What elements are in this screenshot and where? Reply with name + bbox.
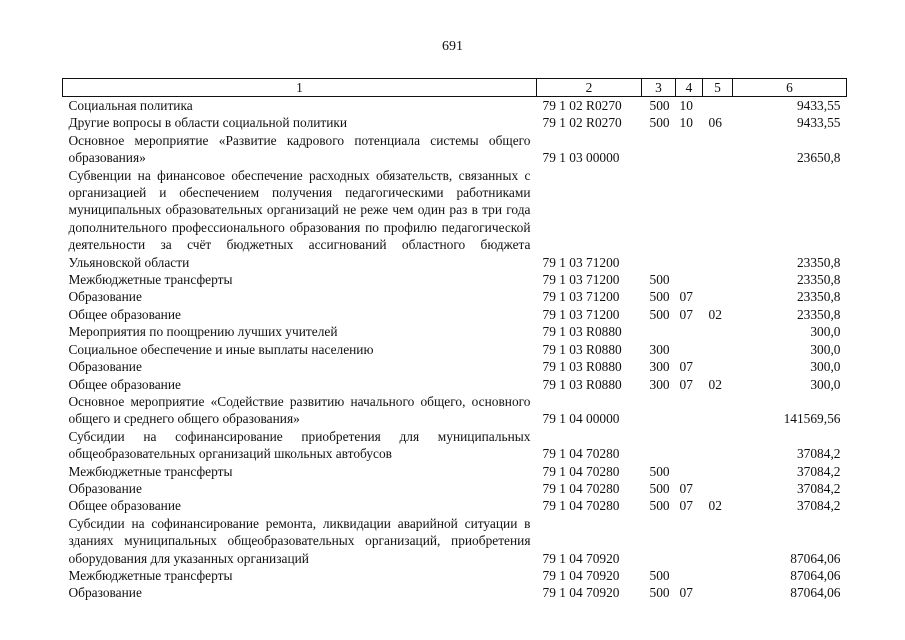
column-header-subsection: 5 — [703, 79, 733, 97]
row-section — [676, 515, 703, 567]
row-subsection: 02 — [708, 376, 722, 392]
table-row — [63, 376, 847, 393]
row-amount: 23350,8 — [796, 254, 841, 270]
row-amount: 87064,06 — [790, 550, 841, 566]
table-row — [63, 271, 847, 288]
table-row — [63, 497, 847, 514]
row-expense-type — [642, 167, 676, 271]
column-header-name: 1 — [63, 79, 537, 97]
row-subsection — [703, 288, 733, 305]
row-name: Межбюджетные трансферты — [68, 463, 233, 479]
row-subsection — [703, 271, 733, 288]
row-expense-type: 500 — [649, 585, 670, 601]
row-expense-type: 500 — [649, 567, 670, 583]
row-name: Образование — [68, 289, 142, 305]
row-expense-type: 500 — [649, 115, 670, 131]
row-target-code: 79 1 02 R0270 — [542, 115, 622, 131]
budget-table — [62, 78, 847, 602]
row-amount: 300,0 — [810, 359, 841, 375]
row-target-code: 79 1 02 R0270 — [542, 98, 622, 113]
row-expense-type: 500 — [649, 98, 670, 113]
column-header-amount: 6 — [733, 79, 847, 97]
row-section: 07 — [679, 585, 693, 601]
row-section — [676, 341, 703, 358]
table-row — [63, 167, 847, 271]
row-section — [676, 323, 703, 340]
row-target-code: 79 1 04 70280 — [542, 463, 620, 479]
row-subsection — [703, 167, 733, 271]
row-name: Субсидии на софинансирование приобретения для муниципальных общеобразовательных организаций школьных автобусов — [68, 428, 531, 462]
row-expense-type: 500 — [649, 463, 670, 479]
row-amount: 23650,8 — [796, 150, 841, 166]
row-subsection: 06 — [708, 115, 722, 131]
row-amount: 300,0 — [810, 341, 841, 357]
row-target-code: 79 1 03 R0880 — [542, 376, 622, 392]
row-amount: 37084,2 — [796, 480, 841, 496]
row-name: Мероприятия по поощрению лучших учителей — [68, 324, 338, 340]
row-name: Образование — [68, 585, 142, 601]
row-subsection — [703, 393, 733, 428]
column-header-type: 3 — [642, 79, 676, 97]
row-expense-type — [642, 428, 676, 463]
row-target-code: 79 1 04 70280 — [542, 498, 620, 514]
row-name: Основное мероприятие «Содействие развитию начального общего, основного общего и среднего общего образования» — [68, 393, 531, 427]
table-row — [63, 393, 847, 428]
row-section — [676, 271, 703, 288]
row-amount: 300,0 — [810, 324, 841, 340]
row-target-code: 79 1 04 70920 — [542, 585, 620, 601]
row-amount: 37084,2 — [796, 498, 841, 514]
row-target-code: 79 1 03 R0880 — [542, 341, 622, 357]
row-subsection — [703, 323, 733, 340]
column-header-section: 4 — [676, 79, 703, 97]
row-section — [676, 167, 703, 271]
row-section: 07 — [679, 498, 693, 514]
row-target-code: 79 1 03 71200 — [542, 306, 620, 322]
row-target-code: 79 1 04 70920 — [542, 550, 620, 566]
row-subsection — [703, 428, 733, 463]
row-amount: 9433,55 — [796, 115, 841, 131]
row-subsection — [703, 358, 733, 375]
row-expense-type: 500 — [649, 289, 670, 305]
row-section: 07 — [679, 289, 693, 305]
table-header — [63, 79, 847, 97]
row-section: 10 — [679, 115, 693, 131]
row-target-code: 79 1 03 71200 — [542, 254, 620, 270]
row-subsection — [703, 567, 733, 584]
row-amount: 23350,8 — [796, 289, 841, 305]
row-expense-type: 500 — [649, 306, 670, 322]
row-amount: 37084,2 — [796, 463, 841, 479]
table-row — [63, 584, 847, 601]
row-name: Другие вопросы в области социальной политики — [68, 115, 348, 131]
row-target-code: 79 1 04 70280 — [542, 446, 620, 462]
row-subsection — [703, 97, 733, 115]
row-name: Общее образование — [68, 498, 181, 514]
row-amount: 23350,8 — [796, 306, 841, 322]
row-name: Субсидии на софинансирование ремонта, ликвидации аварийной ситуации в зданиях муниципальных общеобразовательных организаций, приобретения оборудования для указанных организаций — [68, 515, 531, 566]
row-amount: 141569,56 — [783, 411, 841, 427]
row-section — [676, 132, 703, 167]
row-expense-type — [642, 323, 676, 340]
row-section — [676, 393, 703, 428]
column-header-code: 2 — [537, 79, 642, 97]
table-row — [63, 288, 847, 305]
row-target-code: 79 1 04 00000 — [542, 411, 620, 427]
row-name: Основное мероприятие «Развитие кадрового потенциала системы общего образования» — [68, 132, 531, 166]
row-expense-type — [642, 132, 676, 167]
row-name: Межбюджетные трансферты — [68, 567, 233, 583]
table-row — [63, 480, 847, 497]
table-row — [63, 428, 847, 463]
row-target-code: 79 1 03 R0880 — [542, 359, 622, 375]
row-subsection — [703, 480, 733, 497]
row-section — [676, 428, 703, 463]
table-body — [63, 97, 847, 602]
row-expense-type: 500 — [649, 272, 670, 288]
row-name: Субвенции на финансовое обеспечение расходных обязательств, связанных с организацией и обеспечением получения педагогическими работниками муниципальных образовательных организаций не реже чем один раз в три года дополнительного профессионального образования по профилю педагогической деятельности за счёт бюджетных ассигнований областного бюджета Ульяновской области — [68, 167, 531, 270]
row-subsection: 02 — [708, 306, 722, 322]
table-row — [63, 323, 847, 340]
row-name: Общее образование — [68, 306, 181, 322]
row-amount: 9433,55 — [796, 98, 841, 113]
row-target-code: 79 1 03 71200 — [542, 272, 620, 288]
row-expense-type: 500 — [649, 480, 670, 496]
row-target-code: 79 1 04 70920 — [542, 567, 620, 583]
row-expense-type: 500 — [649, 498, 670, 514]
page-number: 691 — [442, 39, 463, 54]
row-section: 10 — [679, 98, 693, 113]
row-subsection — [703, 463, 733, 480]
row-expense-type: 300 — [649, 359, 670, 375]
row-name: Образование — [68, 480, 142, 496]
table-row — [63, 306, 847, 323]
row-amount: 37084,2 — [796, 446, 841, 462]
row-target-code: 79 1 03 71200 — [542, 289, 620, 305]
table-row — [63, 341, 847, 358]
row-target-code: 79 1 03 00000 — [542, 150, 620, 166]
row-section: 07 — [679, 306, 693, 322]
table-row — [63, 132, 847, 167]
table-row — [63, 114, 847, 131]
row-target-code: 79 1 03 R0880 — [542, 324, 622, 340]
row-amount: 300,0 — [810, 376, 841, 392]
table-row — [63, 97, 847, 115]
row-name: Общее образование — [68, 376, 181, 392]
table-row — [63, 358, 847, 375]
row-section: 07 — [679, 376, 693, 392]
column-number-row — [63, 79, 847, 97]
table-row — [63, 463, 847, 480]
row-expense-type: 300 — [649, 376, 670, 392]
row-subsection — [703, 341, 733, 358]
row-section — [676, 567, 703, 584]
row-expense-type — [642, 393, 676, 428]
row-name: Образование — [68, 359, 142, 375]
row-target-code: 79 1 04 70280 — [542, 480, 620, 496]
row-name: Межбюджетные трансферты — [68, 272, 233, 288]
row-expense-type — [642, 515, 676, 567]
row-subsection — [703, 584, 733, 601]
row-section — [676, 463, 703, 480]
table-row — [63, 567, 847, 584]
row-name: Социальная политика — [68, 98, 193, 113]
row-subsection: 02 — [708, 498, 722, 514]
row-expense-type: 300 — [649, 341, 670, 357]
row-subsection — [703, 132, 733, 167]
row-subsection — [703, 515, 733, 567]
row-section: 07 — [679, 359, 693, 375]
row-amount: 87064,06 — [790, 585, 841, 601]
row-name: Социальное обеспечение и иные выплаты населению — [68, 341, 374, 357]
table-row — [63, 515, 847, 567]
row-amount: 23350,8 — [796, 272, 841, 288]
row-section: 07 — [679, 480, 693, 496]
row-amount: 87064,06 — [790, 567, 841, 583]
